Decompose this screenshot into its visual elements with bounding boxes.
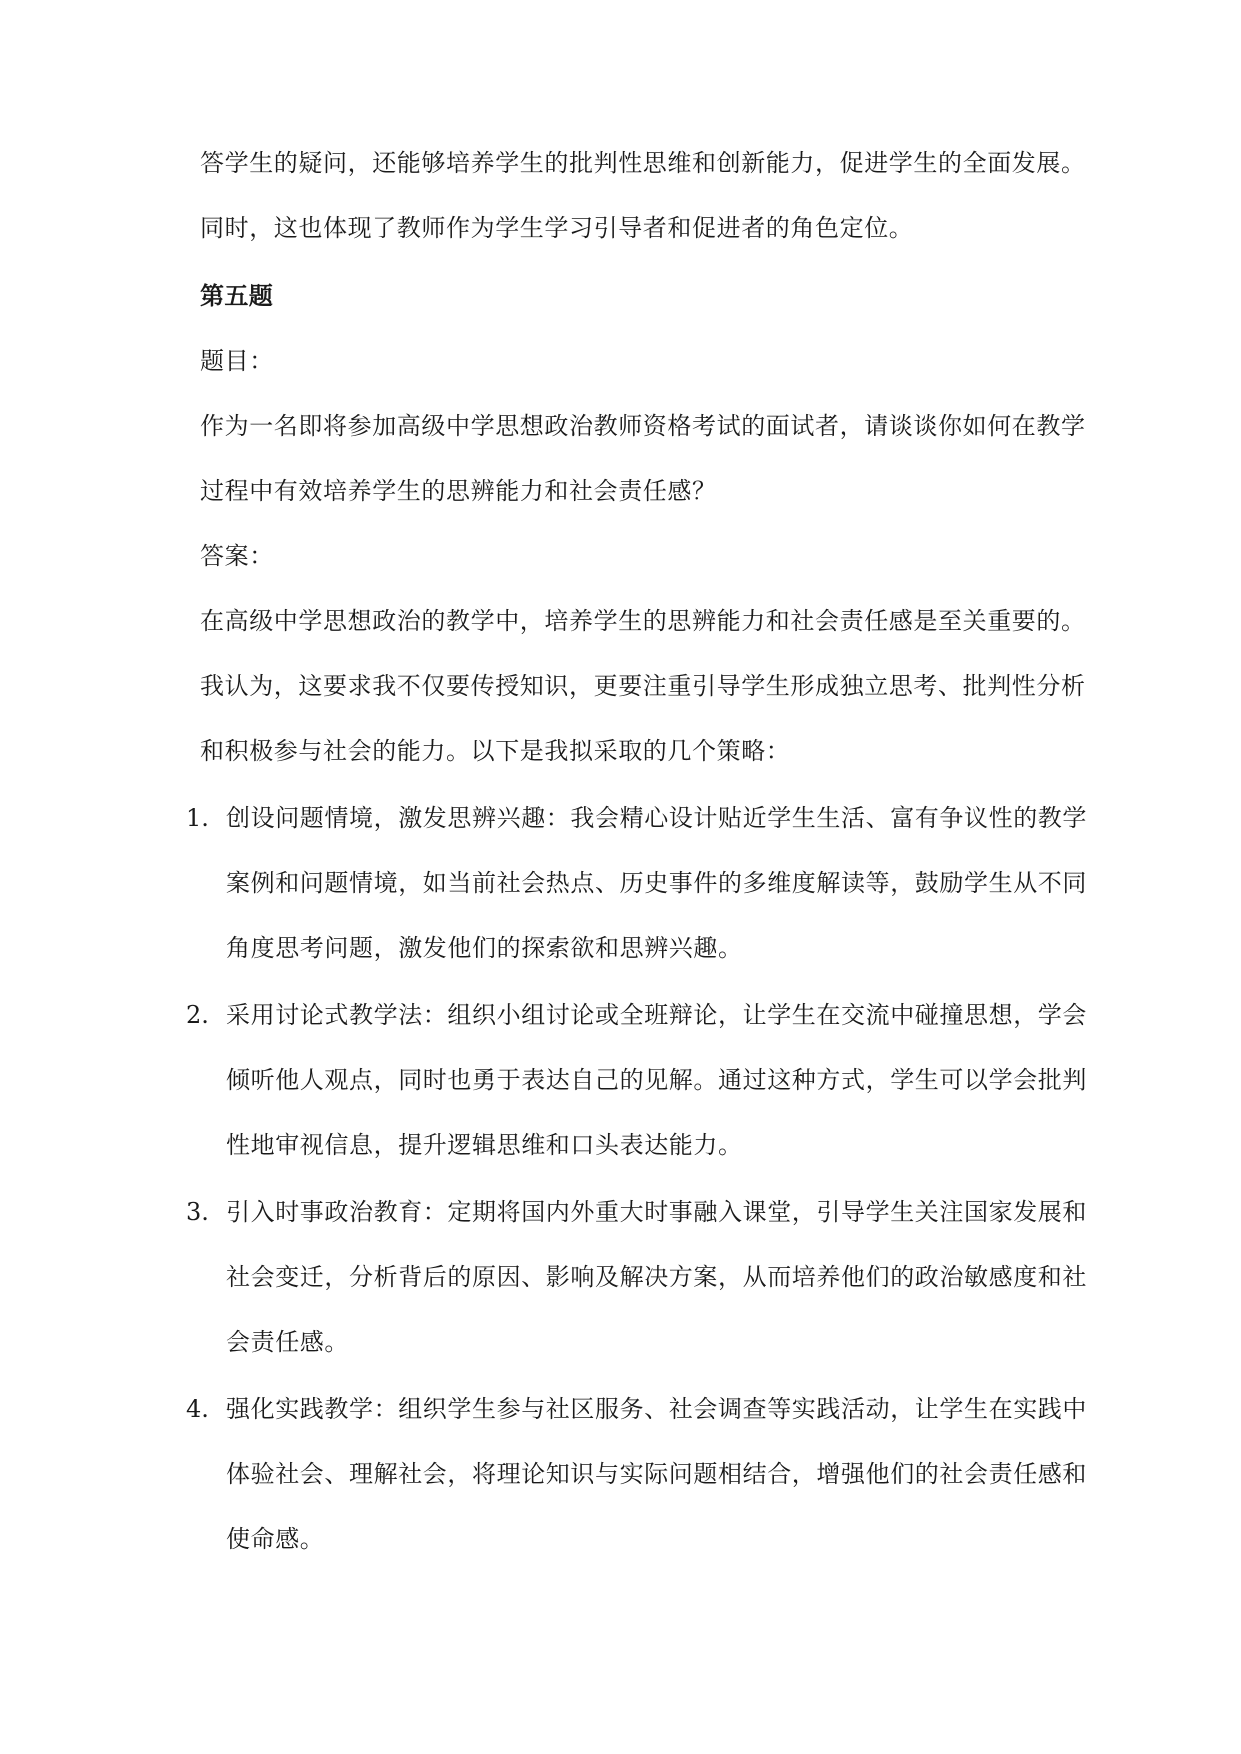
answer-text-line: 在高级中学思想政治的教学中，培养学生的思辨能力和社会责任感是至关重要的。 xyxy=(200,607,1086,635)
list-item-number: 3. xyxy=(186,1198,209,1226)
list-item-line: 倾听他人观点，同时也勇于表达自己的见解。通过这种方式，学生可以学会批判 xyxy=(226,1066,1087,1094)
list-item-number: 1. xyxy=(186,804,209,832)
list-item-line: 强化实践教学：组织学生参与社区服务、社会调查等实践活动，让学生在实践中 xyxy=(226,1395,1087,1423)
body-text-line: 同时，这也体现了教师作为学生学习引导者和促进者的角色定位。 xyxy=(200,214,914,242)
answer-text-line: 和积极参与社会的能力。以下是我拟采取的几个策略： xyxy=(200,737,791,765)
question-label: 题目： xyxy=(200,347,274,375)
section-heading: 第五题 xyxy=(200,281,274,310)
list-item-line: 使命感。 xyxy=(226,1525,325,1553)
list-item-line: 引入时事政治教育：定期将国内外重大时事融入课堂，引导学生关注国家发展和 xyxy=(226,1198,1087,1226)
question-text-line: 过程中有效培养学生的思辨能力和社会责任感？ xyxy=(200,477,717,505)
list-item-number: 4. xyxy=(186,1395,209,1423)
list-item-line: 创设问题情境，激发思辨兴趣：我会精心设计贴近学生生活、富有争议性的教学 xyxy=(226,804,1087,832)
body-text-line: 答学生的疑问，还能够培养学生的批判性思维和创新能力，促进学生的全面发展。 xyxy=(200,149,1086,177)
list-item-line: 社会变迁，分析背后的原因、影响及解决方案，从而培养他们的政治敏感度和社 xyxy=(226,1263,1087,1291)
question-text-line: 作为一名即将参加高级中学思想政治教师资格考试的面试者，请谈谈你如何在教学 xyxy=(200,412,1086,440)
list-item-line: 案例和问题情境，如当前社会热点、历史事件的多维度解读等，鼓励学生从不同 xyxy=(226,869,1087,897)
answer-label: 答案： xyxy=(200,542,274,570)
list-item-line: 性地审视信息，提升逻辑思维和口头表达能力。 xyxy=(226,1131,743,1159)
list-item-line: 会责任感。 xyxy=(226,1328,349,1356)
list-item-line: 体验社会、理解社会，将理论知识与实际问题相结合，增强他们的社会责任感和 xyxy=(226,1460,1087,1488)
answer-text-line: 我认为，这要求我不仅要传授知识，更要注重引导学生形成独立思考、批判性分析 xyxy=(200,672,1086,700)
list-item-line: 采用讨论式教学法：组织小组讨论或全班辩论，让学生在交流中碰撞思想，学会 xyxy=(226,1001,1087,1029)
list-item-line: 角度思考问题，激发他们的探索欲和思辨兴趣。 xyxy=(226,934,743,962)
list-item-number: 2. xyxy=(186,1001,209,1029)
